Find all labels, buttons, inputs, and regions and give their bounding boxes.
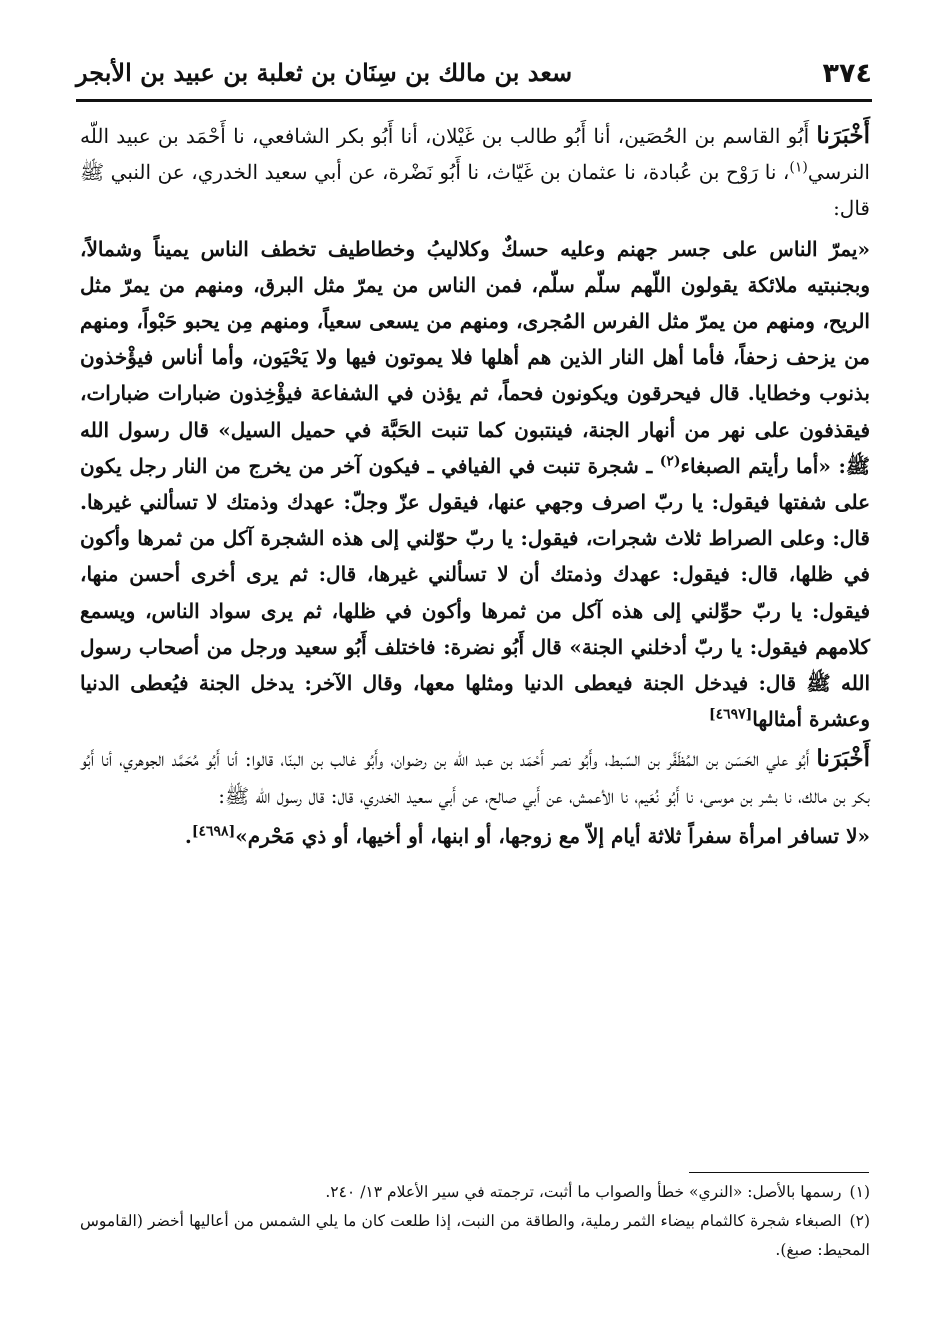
isnad-text: أَبُو القاسم بن الحُصَين، أنا أَبُو طالب بن غَيْلان، أنا أَبُو بكر الشافعي، نا أَحْمَد بن عبيد اللّه النرسي (80, 124, 870, 185)
footnote-text: الصبغاء شجرة كالثمام بيضاء الثمر رملية، والطاقة من النبت، إذا طلعت كان ما يلي الشمس من أعاليها أخضر (القاموس المحيط: صبغ). (80, 1212, 870, 1259)
page-number: ٣٧٤ (822, 58, 872, 89)
footnote-2 (80, 1207, 870, 1265)
narration-keyword: أَخْبَرَنا (816, 745, 870, 773)
footnote-number: (١) (849, 1183, 870, 1201)
hadith-text-1 (80, 231, 870, 738)
footnote-rule (689, 1172, 869, 1173)
isnad-paragraph-1 (80, 118, 870, 227)
footnotes (80, 1178, 870, 1265)
isnad-text-continued: ، نا رَوْح بن عُبادة، نا عثمان بن غَيّاث، نا أَبُو نَضْرة، عن أبي سعيد الخدري، عن النبي ﷺ قال: (80, 160, 870, 221)
footnote-marker-1: (١) (789, 159, 808, 176)
running-head: سعد بن مالك بن سِنَان بن ثعلبة بن عبيد بن الأبجر (76, 58, 573, 87)
footnote-text: رسمها بالأصل: «النري» خطأ والصواب ما أثبت، ترجمته في سير الأعلام ١٣/ ٢٤٠. (325, 1183, 842, 1201)
hadith-reference-number: [٤٦٩٨] (191, 823, 236, 840)
hadith-body-continued: ـ شجرة تنبت في الفيافي ـ فيكون آخر من يخرج من النار رجل يكون على شفتها فيقول: يا ربّ اصرف وجهي عنها، فيقول عزّ وجلّ: عهدك وذمتك لا تسألني غيرها. قال: وعلى الصراط ثلاث شجرات، فيقول: يا ربّ حوّلني إلى هذه الشجرة آكل من ثمرها وأكون في ظلها، قال: فيقول: عهدك وذمتك أن لا تسألني غيرها، قال: ثم يرى أخرى أحسن منها، فيقول: يا ربّ حوِّلني إلى هذه آكل من ثمرها وأكون في ظلها، ثم يرى سواد الناس، ويسمع كلامهم فيقول: يا ربّ أدخلني الجنة» قال أَبُو نضرة: فاختلف أَبُو سعيد ورجل من أصحاب رسول الله ﷺ قال: فيدخل الجنة فيعطى الدنيا ومثلها معها، وقال الآخر: يدخل الجنة فيُعطى الدنيا وعشرة أمثالها (80, 453, 870, 732)
hadith-body: «يمرّ الناس على جسر جهنم وعليه حسكٌ وكلاليبُ وخطاطيف تخطف الناس يميناً وشمالاً، وبجنبتيه ملائكة يقولون اللّهم سلّم سلّم، فمن الناس من يمرّ مثل البرق، ومنهم من يمرّ مثل الريح، ومنهم من يمرّ مثل الفرس المُجرى، ومنهم من يسعى سعياً، ومنهم مِن يحبو حَبْواً، ومنهم من يزحف زحفاً، فأما أهل النار الذين هم أهلها فلا يموتون فيها ولا يَحْيَون، وأما أناس فيؤْخذون بذنوب وخطايا. قال فيحرقون ويكونون فحماً، ثم يؤذن في الشفاعة فيؤْخِذون ضبارات ضبارات، فيقذفون على نهر من أنهار الجنة، فينتبون كما تنبت الحَبَّة في حميل السيل» قال رسول الله ﷺ: «أما رأيتم الصبغاء (80, 236, 870, 478)
page-header (76, 52, 872, 96)
isnad-text: أَبُو علي الحَسَن بن المُظَفَّر بن السّبط، وأَبُو نصر أَحْمَد بن عبد اللّه بن رضوان، وأَبُو غالب بن البنّا، قالوا: أنا أَبُو مُحَمَّد الجوهري، أنا أَبُو بكر بن مالك، نا بشر بن موسى، نا أَبُو نُعَيم، نا الأعمش، عن أَبي صالح، عن أَبي سعيد الخدري، قال: قال رسول الله ﷺ: (80, 747, 870, 808)
header-rule (76, 99, 872, 102)
main-text (80, 118, 870, 854)
hadith-reference-number: [٤٦٩٧] (708, 706, 753, 723)
footnote-marker-2: (٢) (659, 453, 681, 470)
hadith-text-2: «لا تسافر امرأة سفراً ثلاثة أيام إلاّ مع زوجها، أو ابنها، أو أخيها، أو ذي مَحْرم»[٤٦٩٨]. (184, 823, 870, 848)
narration-keyword: أَخْبَرَنا (816, 122, 870, 149)
footnote-1 (80, 1178, 870, 1207)
footnote-number: (٢) (849, 1212, 870, 1230)
isnad-paragraph-2 (80, 741, 870, 813)
hadith-body: «لا تسافر امرأة سفراً ثلاثة أيام إلاّ مع زوجها، أو ابنها، أو أخيها، أو ذي مَحْرم» (235, 823, 870, 848)
